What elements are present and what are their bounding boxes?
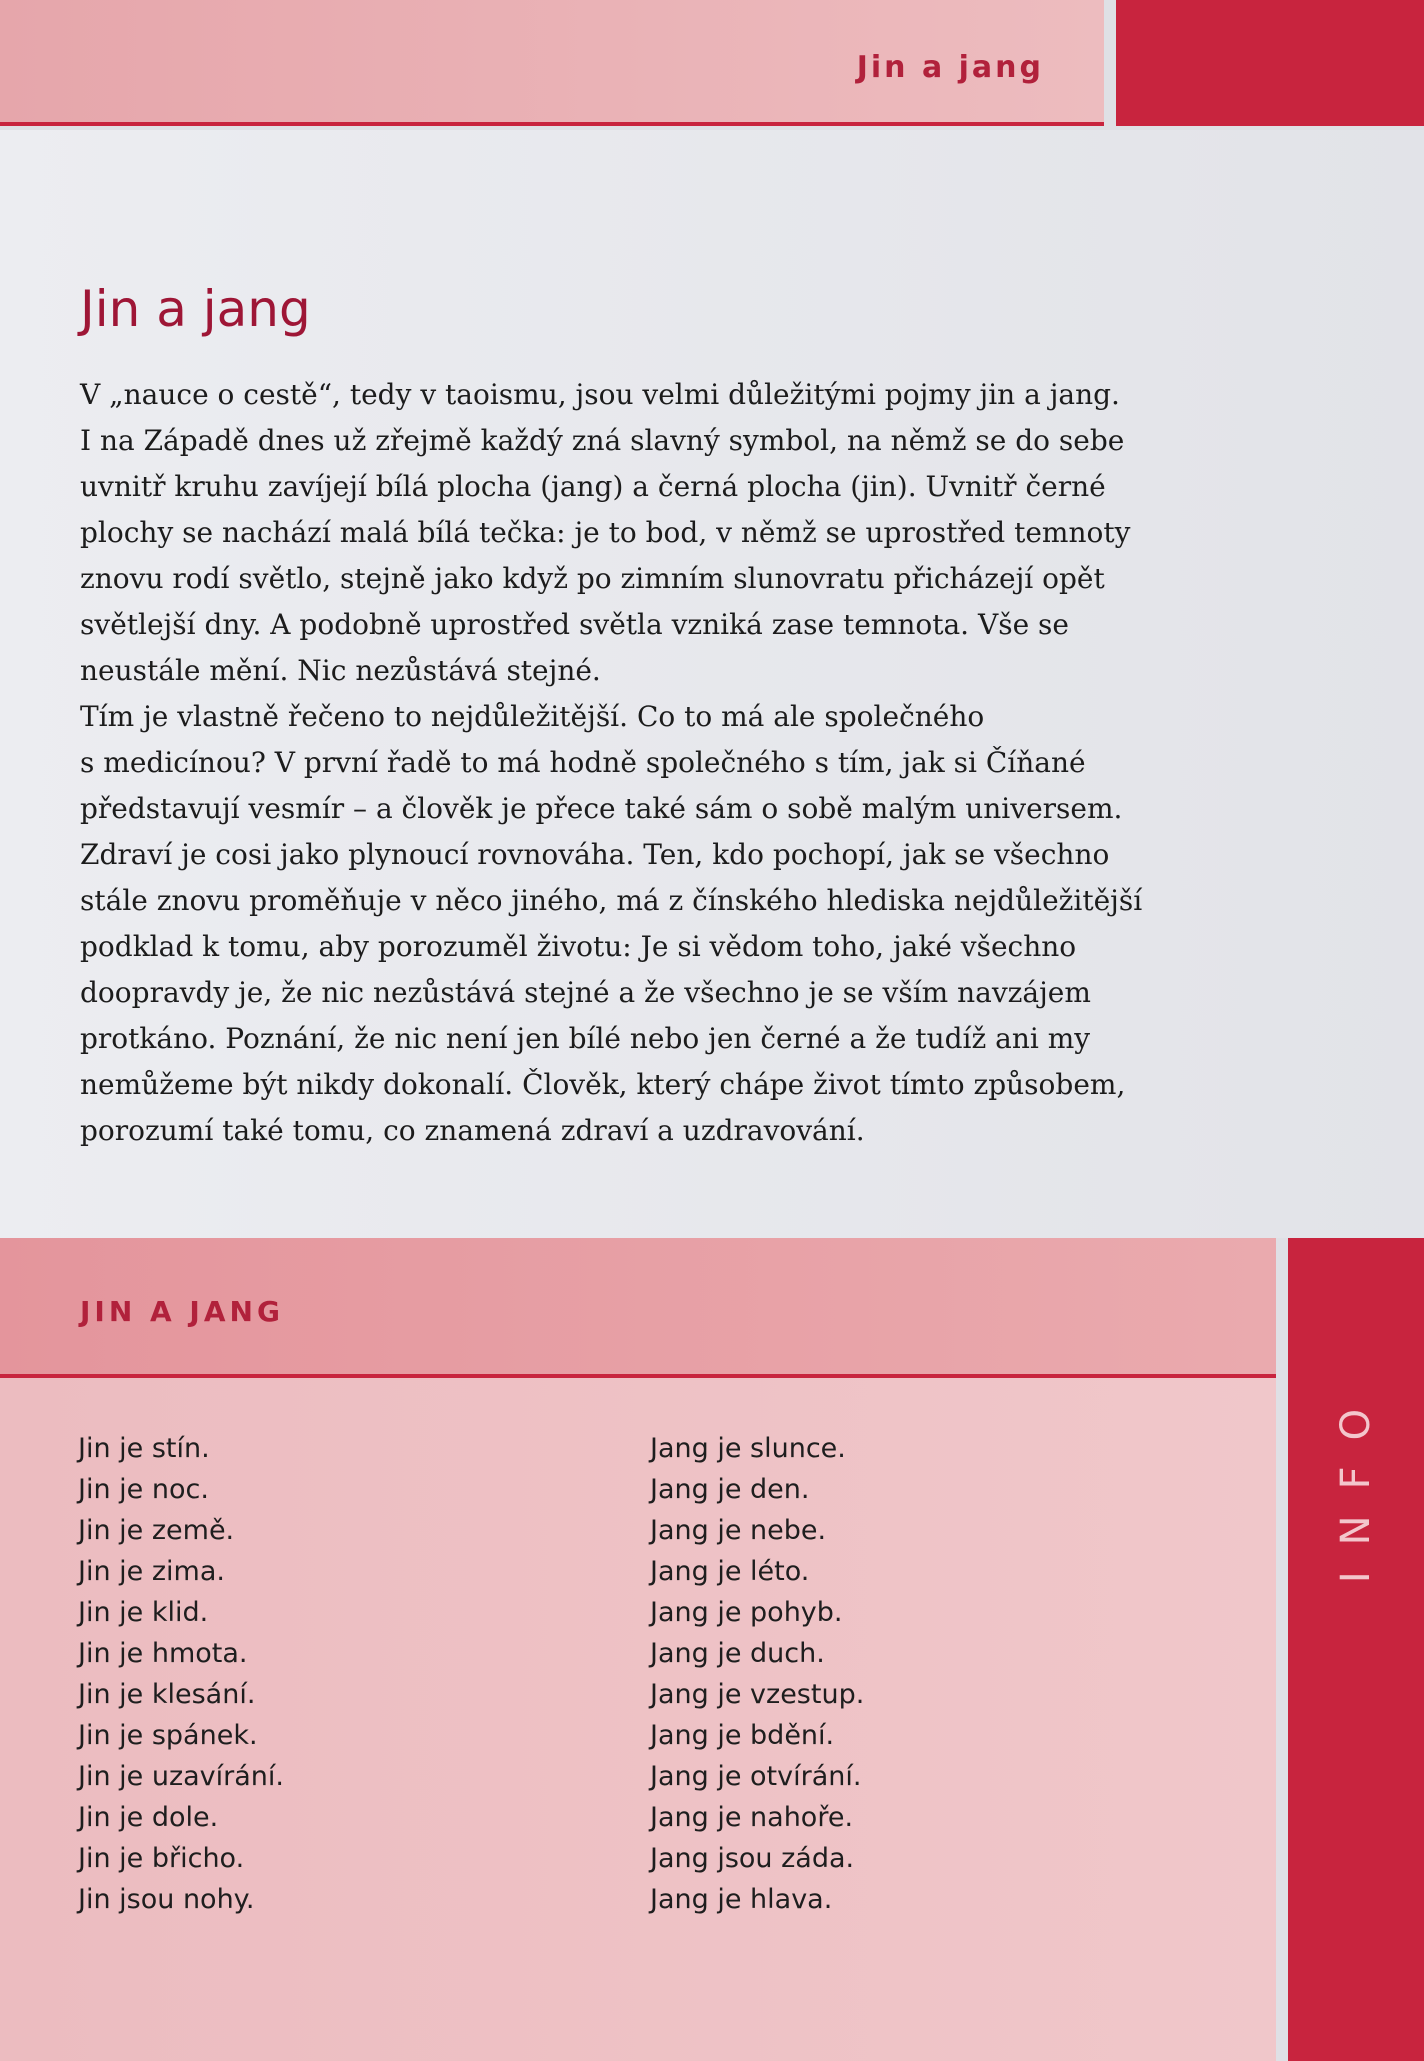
body-line: nemůžeme být nikdy dokonalí. Člověk, který chápe život tímto způsobem, (80, 1068, 1126, 1101)
article-section (0, 130, 1424, 1238)
jang-item: Jang je den. (650, 1474, 810, 1505)
body-line: světlejší dny. A podobně uprostřed světla vzniká zase temnota. Vše se (80, 608, 1069, 641)
jang-item: Jang je léto. (650, 1556, 810, 1587)
jin-item: Jin je zima. (78, 1556, 225, 1587)
jin-item: Jin je země. (78, 1515, 235, 1546)
info-box-body (0, 1378, 1276, 2061)
body-line: I na Západě dnes už zřejmě každý zná slavný symbol, na němž se do sebe (80, 424, 1125, 457)
jang-item: Jang je slunce. (650, 1433, 846, 1464)
jang-item: Jang je hlava. (650, 1884, 833, 1915)
jin-item: Jin je spánek. (78, 1720, 258, 1751)
jang-item: Jang jsou záda. (650, 1843, 855, 1874)
info-tab-label: INFO (1333, 1382, 1379, 1584)
jang-item: Jang je nahoře. (650, 1802, 854, 1833)
body-line: představují vesmír – a člověk je přece také sám o sobě malým universem. (80, 792, 1123, 825)
body-line: Tím je vlastně řečeno to nejdůležitější. Co to má ale společného (80, 700, 985, 733)
article-title: Jin a jang (80, 280, 311, 338)
top-header-band (0, 0, 1104, 126)
jang-item: Jang je otvírání. (650, 1761, 862, 1792)
body-line: znovu rodí světlo, stejně jako když po zimním slunovratu přicházejí opět (80, 562, 1105, 595)
jin-item: Jin je hmota. (78, 1638, 248, 1669)
jang-item: Jang je nebe. (650, 1515, 827, 1546)
jin-item: Jin jsou nohy. (78, 1884, 255, 1915)
body-line: protkáno. Poznání, že nic není jen bílé nebo jen černé a že tudíž ani my (80, 1022, 1091, 1055)
body-line: V „nauce o cestě“, tedy v taoismu, jsou velmi důležitými pojmy jin a jang. (80, 378, 1120, 411)
body-line: neustále mění. Nic nezůstává stejné. (80, 654, 601, 687)
body-line: Zdraví je cosi jako plynoucí rovnováha. Ten, kdo pochopí, jak se všechno (80, 838, 1110, 871)
top-accent-block (1116, 0, 1424, 126)
jang-item: Jang je duch. (650, 1638, 825, 1669)
body-line: doopravdy je, že nic nezůstává stejné a že všechno je se vším navzájem (80, 976, 1091, 1009)
article-body (80, 372, 1160, 1154)
jin-item: Jin je břicho. (78, 1843, 245, 1874)
jin-item: Jin je dole. (78, 1802, 219, 1833)
running-head: Jin a jang (856, 50, 1044, 85)
jang-item: Jang je vzestup. (650, 1679, 865, 1710)
info-box-heading: JIN A JANG (80, 1295, 284, 1328)
jin-item: Jin je uzavírání. (78, 1761, 285, 1792)
jin-item: Jin je klesání. (78, 1679, 256, 1710)
info-box-header (0, 1238, 1276, 1378)
body-line: stále znovu proměňuje v něco jiného, má z čínského hlediska nejdůležitější (80, 884, 1143, 917)
body-line: porozumí také tomu, co znamená zdraví a uzdravování. (80, 1114, 865, 1147)
jin-list (78, 1428, 284, 1920)
info-side-tab (1288, 1238, 1424, 2061)
body-line: plochy se nachází malá bílá tečka: je to bod, v němž se uprostřed temnoty (80, 516, 1131, 549)
jang-item: Jang je pohyb. (650, 1597, 843, 1628)
jang-list (650, 1428, 864, 1920)
body-line: podklad k tomu, aby porozuměl životu: Je si vědom toho, jaké všechno (80, 930, 1077, 963)
jin-item: Jin je noc. (78, 1474, 209, 1505)
jin-item: Jin je stín. (78, 1433, 210, 1464)
jang-item: Jang je bdění. (650, 1720, 835, 1751)
body-line: s medicínou? V první řadě to má hodně společného s tím, jak si Číňané (80, 746, 1086, 779)
jin-item: Jin je klid. (78, 1597, 209, 1628)
body-line: uvnitř kruhu zavíjejí bílá plocha (jang) a černá plocha (jin). Uvnitř černé (80, 470, 1106, 503)
